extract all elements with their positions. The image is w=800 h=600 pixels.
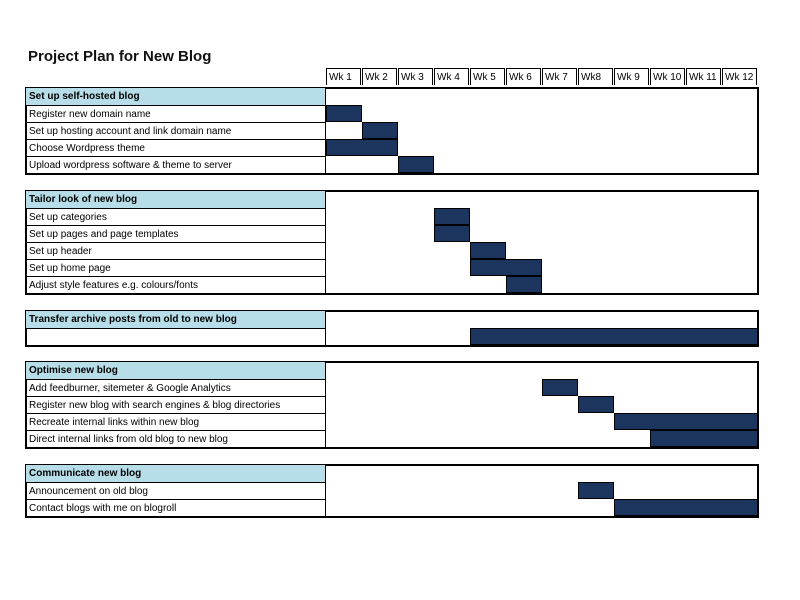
task-label: Announcement on old blog (26, 482, 326, 499)
week-header-1: Wk 1 (326, 68, 361, 85)
week-header-3: Wk 3 (398, 68, 433, 85)
chart-title: Project Plan for New Blog (28, 48, 212, 65)
task-label: Contact blogs with me on blogroll (26, 499, 326, 516)
section-header: Transfer archive posts from old to new blog (26, 311, 326, 328)
task-bar (650, 430, 758, 447)
task-bar (470, 259, 542, 276)
task-label: Set up home page (26, 259, 326, 276)
task-bar (578, 396, 614, 413)
week-header-8: Wk8 (578, 68, 613, 85)
task-label: Choose Wordpress theme (26, 139, 326, 156)
task-label (26, 328, 326, 345)
task-bar (542, 379, 578, 396)
section-header: Tailor look of new blog (26, 191, 326, 208)
task-bar (578, 482, 614, 499)
task-bar (434, 225, 470, 242)
task-label: Direct internal links from old blog to new blog (26, 430, 326, 447)
week-header-7: Wk 7 (542, 68, 577, 85)
task-label: Recreate internal links within new blog (26, 413, 326, 430)
task-bar (506, 276, 542, 293)
task-label: Register new domain name (26, 105, 326, 122)
task-label: Upload wordpress software & theme to server (26, 156, 326, 173)
task-bar (398, 156, 434, 173)
task-label: Set up hosting account and link domain name (26, 122, 326, 139)
task-bar (326, 105, 362, 122)
task-bar (470, 242, 506, 259)
week-header-2: Wk 2 (362, 68, 397, 85)
week-header-5: Wk 5 (470, 68, 505, 85)
task-bar (362, 122, 398, 139)
task-bar (614, 413, 758, 430)
section-header: Communicate new blog (26, 465, 326, 482)
week-header-6: Wk 6 (506, 68, 541, 85)
task-label: Set up pages and page templates (26, 225, 326, 242)
task-label: Set up categories (26, 208, 326, 225)
week-header-4: Wk 4 (434, 68, 469, 85)
task-bar (470, 328, 758, 345)
week-header-11: Wk 11 (686, 68, 721, 85)
week-header-9: Wk 9 (614, 68, 649, 85)
task-bar (326, 139, 398, 156)
task-bar (614, 499, 758, 516)
section-header: Optimise new blog (26, 362, 326, 379)
week-header-12: Wk 12 (722, 68, 757, 85)
task-bar (434, 208, 470, 225)
task-label: Set up header (26, 242, 326, 259)
task-label: Adjust style features e.g. colours/fonts (26, 276, 326, 293)
task-label: Add feedburner, sitemeter & Google Analytics (26, 379, 326, 396)
task-label: Register new blog with search engines & blog directories (26, 396, 326, 413)
section-header: Set up self-hosted blog (26, 88, 326, 105)
week-header-10: Wk 10 (650, 68, 685, 85)
